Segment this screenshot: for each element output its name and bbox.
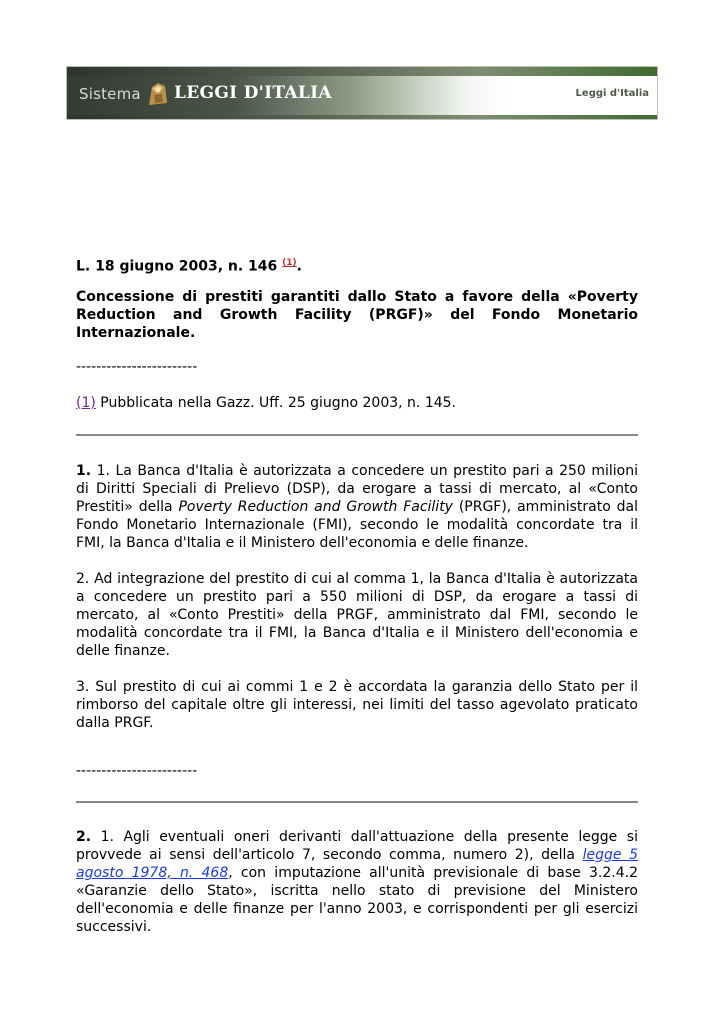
article-1-p1-text-a: 1. La Banca d'Italia è autorizzata a concedere un prestito pari a 250 milioni di Diritti Speciali di Prelievo (DSP), da erogare a tassi di mercato, al «Conto Prestiti» della: [76, 463, 638, 515]
article-2-paragraph-1: [76, 828, 638, 936]
horizontal-rule-2: [76, 801, 638, 803]
header-banner: [66, 66, 658, 120]
article-1-number: 1.: [76, 463, 92, 479]
leggi-ditalia-logo-icon: [146, 81, 170, 107]
article-1-paragraph-3: 3. Sul prestito di cui ai commi 1 e 2 è accordata la garanzia dello Stato per il rimborso del capitale oltre gli interessi, nei limiti del tasso agevolato praticato dalla PRGF.: [76, 679, 638, 731]
horizontal-rule: [76, 434, 638, 436]
separator-dashes-2: ------------------------: [76, 763, 198, 779]
article-2-number: 2.: [76, 829, 92, 845]
article-1-p1-italic: Poverty Reduction and Growth Facility: [178, 499, 453, 515]
footnote-text: Pubblicata nella Gazz. Uff. 25 giugno 2003, n. 145.: [95, 395, 456, 411]
article-1-paragraph-2: 2. Ad integrazione del prestito di cui al comma 1, la Banca d'Italia è autorizzata a concedere un prestito pari a 550 milioni di DSP, da erogare a tassi di mercato, al «Conto Prestiti» della PRGF, amministrato dal FMI, secondo le modalità concordate tra il FMI, la Banca d'Italia e il Ministero dell'economia e delle finanze.: [76, 571, 638, 659]
law-subtitle: Concessione di prestiti garantiti dallo Stato a favore della «Poverty Reduction and Growth Facility (PRGF)» del Fondo Monetario Internazionale.: [76, 289, 638, 341]
article-2-p1-text-b: , con imputazione all'unità previsionale di base 3.2.4.2 «Garanzie dello Stato», iscritta nello stato di previsione del Ministero dell'economia e delle finanze per l'anno 2003, e corrispondenti per gli esercizi successivi.: [76, 865, 639, 935]
banner-sistema-label: Sistema: [79, 85, 141, 103]
article-2-p1-text-a: 1. Agli eventuali oneri derivanti dall'attuazione della presente legge si provvede ai sensi dell'articolo 7, secondo comma, numero 2), della: [76, 829, 638, 863]
banner-right-label: Leggi d'Italia: [575, 88, 649, 99]
law-title-text: L. 18 giugno 2003, n. 146: [76, 258, 278, 275]
banner-top-stripe: [67, 67, 657, 76]
footnote-link[interactable]: (1): [76, 395, 96, 411]
law-title-end: .: [296, 258, 302, 275]
article-2: [76, 828, 638, 954]
banner-brand: LEGGI D'ITALIA: [174, 83, 332, 103]
footnote-ref-link[interactable]: (1): [282, 258, 297, 268]
article-1-p1-text-b: (PRGF), amministrato dal Fondo Monetario Internazionale (FMI), secondo le modalità concordate tra il FMI, la Banca d'Italia e il Ministero dell'economia e delle finanze.: [76, 499, 638, 551]
banner-bottom-stripe: [67, 115, 657, 119]
article-1: [76, 462, 638, 750]
footnote: [76, 394, 638, 412]
law-title: [76, 252, 638, 276]
legge-468-link[interactable]: legge 5 agosto 1978, n. 468: [76, 847, 638, 881]
footnote-ref-sup: [282, 254, 297, 268]
separator-dashes: ------------------------: [76, 359, 198, 375]
article-1-paragraph-1: [76, 462, 638, 552]
